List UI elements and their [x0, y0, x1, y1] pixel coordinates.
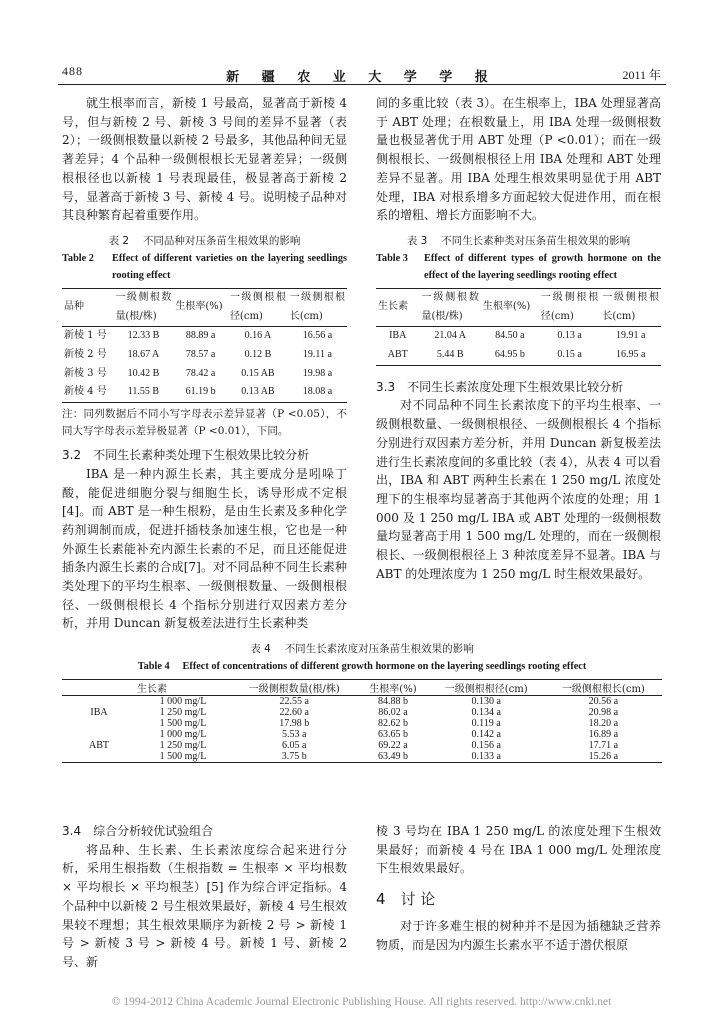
- table3-label-en: Table 3: [376, 252, 408, 264]
- journal-title: 新 疆 农 业 大 学 学 报: [226, 70, 497, 85]
- table4-header-count: 一级侧根数量(根/株): [230, 680, 358, 696]
- table4: [62, 679, 662, 763]
- table2-caption: [62, 233, 347, 284]
- table2-title-cn: 不同品种对压条苗生根效果的影响: [142, 234, 301, 247]
- table3-title-cn: 不同生长素种类对压条苗生根效果的影响: [441, 234, 631, 247]
- table-row: ABT 1 000 mg/L 5.53 a 63.65 b 0.142 a 16.89 a: [62, 729, 662, 740]
- table-row: ABT 5.44 B 64.95 b 0.15 a 16.95 a: [376, 346, 661, 365]
- table4-header-length: 一级侧根根长(cm): [545, 680, 662, 696]
- table-row: 1 500 mg/L 17.98 b 82.62 b 0.119 a 18.20 a: [159, 718, 619, 729]
- header-rule: [58, 84, 666, 85]
- table4-label: 表 4: [250, 643, 271, 655]
- table4-block: [62, 641, 662, 763]
- table3: [376, 288, 661, 366]
- table3-caption: [376, 233, 661, 284]
- bottom-left-column: [62, 822, 347, 972]
- table3-header-length: 一级侧根根长(cm): [600, 288, 661, 326]
- table4-header-rate: 生根率(%): [358, 680, 427, 696]
- table2: [62, 288, 347, 403]
- journal-year: 2011 年: [622, 68, 661, 82]
- left-paragraph-1: 就生根率而言，新棱 1 号最高，显著高于新棱 4 号，但与新棱 2 号、新棱 3 号间的差异不显著（表 2）；一级侧根数量以新棱 2 号最多，其他品种间无显著差异；4 个品种一级侧根根长无显著差异；一级侧根根径也以新棱 1 号表现最佳，极显著高于新棱 2 号，显著高于新棱 3 号、新棱 4 号。说明棱子品种对其良种繁育起着重要作用。: [62, 96, 347, 223]
- table-row: 1 250 mg/L 22.60 a 86.02 a 0.134 a 20.98 a: [159, 707, 619, 718]
- table3-header-diameter: 一级侧根根径(cm): [539, 288, 601, 326]
- table-row: 新棱 3 号 10.42 B 78.42 a 0.15 AB 19.98 a: [64, 367, 333, 379]
- bottom-right-paragraph: 棱 3 号均在 IBA 1 250 mg/L 的浓度处理下生根效果最好；而新棱 4 号在 IBA 1 000 mg/L 处理浓度下生根效果最好。: [376, 824, 661, 876]
- table3-header-hormone: 生长素: [376, 288, 419, 326]
- table4-group-abt: ABT: [62, 729, 136, 763]
- table2-title-en: Effect of different varieties on the layering seedlings rooting effect: [112, 252, 347, 281]
- table4-group-iba: IBA: [90, 707, 108, 718]
- table-row: IBA 21.04 A 84.50 a 0.13 a 19.91 a: [389, 330, 646, 342]
- table4-header-hormone: 生长素: [62, 680, 230, 696]
- table2-header-rate: 生根率(%): [173, 288, 228, 326]
- table2-header-count: 一级侧根数量(根/株): [113, 288, 173, 326]
- table2-header-length: 一级侧根根长(cm): [288, 288, 347, 326]
- table-row: 1 500 mg/L 3.75 b 63.49 b 0.133 a 15.26 a: [62, 751, 662, 763]
- table2-label-en: Table 2: [62, 252, 94, 264]
- table3-header-rate: 生根率(%): [481, 288, 539, 326]
- table2-header-variety: 品种: [62, 288, 113, 326]
- table2-label: 表 2: [108, 234, 130, 247]
- table3-header-count: 一级侧根数量(根/株): [419, 288, 480, 326]
- page-number: 488: [62, 64, 83, 78]
- section-3-3-title: 3.3 不同生长素浓度处理下生根效果比较分析: [376, 379, 624, 394]
- right-column: [376, 94, 661, 583]
- table-row: IBA 1 000 mg/L 22.55 a 84.88 b 0.130 a 20.56 a: [62, 696, 662, 708]
- table4-label-en: Table 4: [137, 661, 170, 672]
- table-row: 新棱 2 号 18.67 A 78.57 a 0.12 B 19.11 a: [64, 349, 332, 361]
- table4-header-diameter: 一级侧根根径(cm): [428, 680, 545, 696]
- table3-title-en: Effect of different types of growth hormone on the effect of the layering seedlings rooting effect: [424, 252, 661, 281]
- section-3-4-title: 3.4 综合分析较优试验组合: [62, 824, 214, 838]
- left-column: [62, 94, 347, 633]
- table4-title-cn: 不同生长素浓度对压条苗生根效果的影响: [284, 643, 474, 655]
- left-paragraph-2: IBA 是一种内源生长素，其主要成分是吲哚丁酸，能促进细胞分裂与细胞生长，诱导形成不定根[4]。而 ABT 是一种生根粉，是由生长素及多种化学药剂调制而成，促进扦插枝条加速生根，它也是一种外源生长素能补充内源生长素的不足，而且还能促进插条内源生长素的合成[7]。对不同品种不同生长素种类处理下的平均生根率、一级侧根数量、一级侧根根径、一级侧根根长 4 个指标分别进行双因素方差分析，并用 Duncan 新复极差法进行生长素种类: [62, 466, 347, 631]
- right-paragraph-2: 对不同品种不同生长素浓度下的平均生根率、一级侧根数量、一级侧根根径、一级侧根根长 4 个指标分别进行双因素方差分析，并用 Duncan 新复极差法进行生长素浓度间的多重比较（表 4），从表 4 可以看出，IBA 和 ABT 两种生长素在 1 250 mg/L 浓度处理下的生根率均显著高于其他两个浓度的处理；用 1 000 及 1 250 mg/L IBA 或 ABT 处理的一级侧根数量均显著高于用 1 500 mg/L 处理的，而在一级侧根根长、一级侧根根径上 3 种浓度差异不显著。IBA 与 ABT 的处理浓度为 1 250 mg/L 时生根效果最好。: [376, 398, 661, 581]
- table2-header-diameter: 一级侧根根径(cm): [228, 288, 288, 326]
- table4-title-en: Effect of concentrations of different growth hormone on the layering seedlings rooting effect: [182, 661, 587, 672]
- section-4-title: 4 讨 论: [376, 890, 436, 909]
- table-row: 1 250 mg/L 6.05 a 69.22 a 0.156 a 17.71 a: [159, 740, 619, 751]
- section-3-2-title: 3.2 不同生长素种类处理下生根效果比较分析: [62, 448, 310, 463]
- bottom-right-paragraph-2: 对于许多难生根的树种并不是因为插穗缺乏营养物质，而是因为内源生长素水平不适于潜伏根原: [376, 918, 661, 952]
- table3-label: 表 3: [406, 234, 428, 247]
- copyright-footer: © 1994-2012 China Academic Journal Electronic Publishing House. All rights reserved. http://www.cnki.net: [111, 996, 612, 1008]
- table2-note: 注：同列数据后不同小写字母表示差异显著（P <0.05），不同大写字母表示差异极显著（P <0.01），下同。: [62, 408, 347, 438]
- bottom-right-column: [376, 822, 661, 954]
- table-row: 新棱 4 号 11.55 B 61.19 b 0.13 AB 18.08 a: [62, 383, 347, 402]
- right-paragraph-1: 间的多重比较（表 3）。在生根率上，IBA 处理显著高于 ABT 处理；在根数量上，用 IBA 处理一级侧根数量也极显著优于用 ABT 处理（P <0.01）；而在一级侧根根长、一级侧根根径上用 IBA 处理和 ABT 处理差异不显著。用 IBA 处理生根效果明显优于用 ABT 处理，IBA 对根系增多方面起较大促进作用，而在根系的增粗、增长方面影响不大。: [376, 96, 661, 223]
- table-row: 新棱 1 号 12.33 B 88.89 a 0.16 A 16.56 a: [64, 330, 333, 342]
- bottom-left-paragraph: 将品种、生长素、生长素浓度综合起来进行分析，采用生根指数（生根指数 = 生根率 × 平均根数 × 平均根长 × 平均根茎）[5] 作为综合评定指标。4 个品种中以新棱 2 号生根效果最好，新棱 4 号生根效果较不理想；其生根效果顺序为新棱 2 号 > 新棱 1 号 > 新棱 3 号 > 新棱 4 号。新棱 1 号、新棱 2 号、新: [62, 842, 347, 969]
